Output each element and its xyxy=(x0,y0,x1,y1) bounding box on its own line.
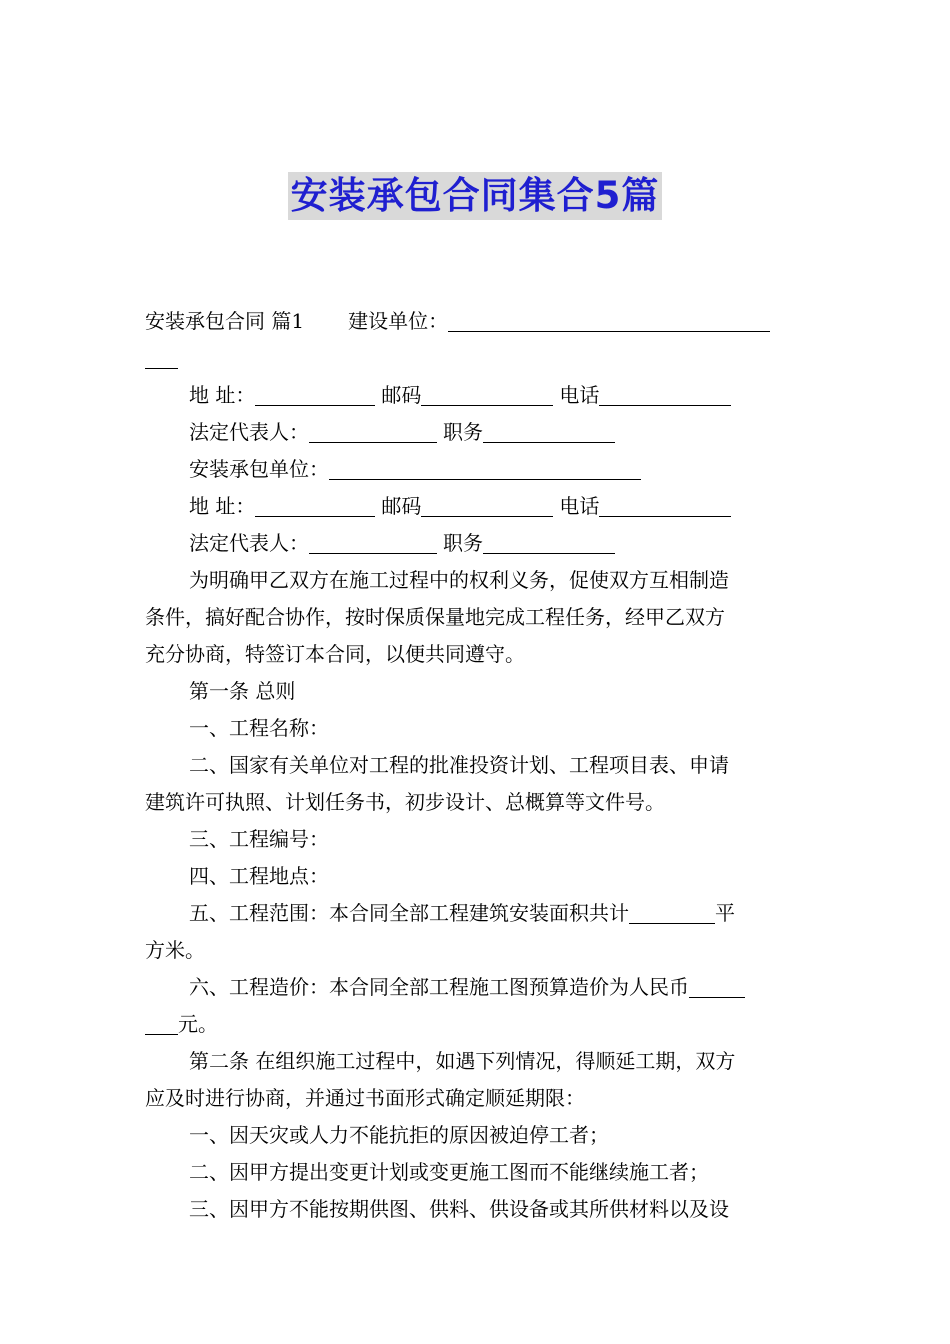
header-line xyxy=(145,303,807,340)
preamble-line-3: 充分协商，特签订本合同，以便共同遵守。 xyxy=(145,642,525,666)
title-wrap xyxy=(0,172,950,220)
party-a-label: 建设单位： xyxy=(348,309,449,333)
party-a-address-line: 地 址： 邮码 电话 xyxy=(145,377,807,414)
party-b-rep-line: 法定代表人： 职务 xyxy=(145,525,807,562)
article1-item5-line1: 五、工程范围：本合同全部工程建筑安装面积共计 平 xyxy=(145,895,807,932)
article2-item1: 一、因天灾或人力不能抗拒的原因被迫停工者； xyxy=(189,1123,609,1147)
preamble-line-2: 条件，搞好配合协作，按时保质保量地完成工程任务，经甲乙双方 xyxy=(145,605,725,629)
header-line-cont xyxy=(145,340,807,377)
article1-item3: 三、工程编号： xyxy=(189,827,329,851)
party-a-blank xyxy=(448,305,770,332)
article1-item6-line2: 元。 xyxy=(145,1006,807,1043)
article1-heading: 第一条 总则 xyxy=(189,679,296,703)
document-title: 安装承包合同集合5篇 xyxy=(288,172,663,220)
article1-item2-line1: 二、国家有关单位对工程的批准投资计划、工程项目表、申请 xyxy=(189,753,729,777)
article2-line1: 第二条 在组织施工过程中，如遇下列情况，得顺延工期，双方 xyxy=(189,1049,736,1073)
party-a-blank-cont xyxy=(145,342,178,369)
article1-item4: 四、工程地点： xyxy=(189,864,329,888)
party-b-unit-line: 安装承包单位： xyxy=(145,451,807,488)
party-a-rep-line: 法定代表人： 职务 xyxy=(145,414,807,451)
article1-item2-line2: 建筑许可执照、计划任务书，初步设计、总概算等文件号。 xyxy=(145,790,665,814)
article2-item2: 二、因甲方提出变更计划或变更施工图而不能继续施工者； xyxy=(189,1160,709,1184)
preamble-line-1: 为明确甲乙双方在施工过程中的权利义务，促使双方互相制造 xyxy=(189,568,729,592)
article2-item3: 三、因甲方不能按期供图、供料、供设备或其所供材料以及设 xyxy=(189,1197,729,1221)
part-label: 安装承包合同 篇1 xyxy=(145,309,305,333)
party-b-address-line: 地 址： 邮码 电话 xyxy=(145,488,807,525)
article1-item1: 一、工程名称： xyxy=(189,716,329,740)
document-body xyxy=(145,303,807,1228)
article2-line2: 应及时进行协商，并通过书面形式确定顺延期限： xyxy=(145,1086,585,1110)
article1-item5-line2: 方米。 xyxy=(145,938,205,962)
article1-item6-line1: 六、工程造价：本合同全部工程施工图预算造价为人民币 xyxy=(145,969,807,1006)
